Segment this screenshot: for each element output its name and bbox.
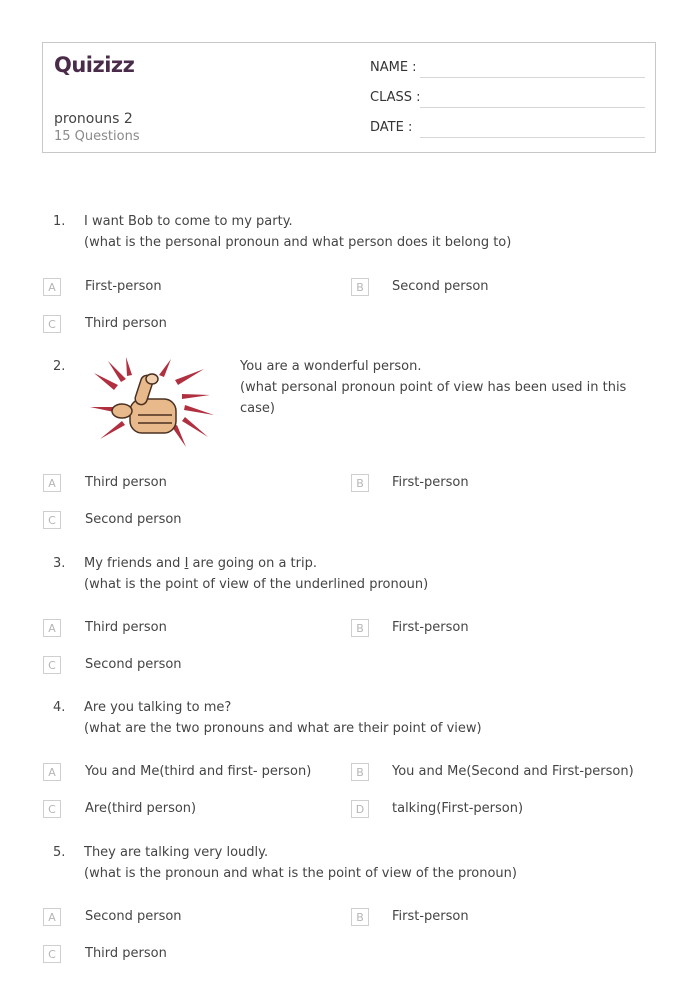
underlined-pronoun: I (184, 556, 189, 571)
option-letter-box[interactable]: A (43, 278, 61, 296)
option-text[interactable]: Second person (85, 657, 182, 672)
option-text[interactable]: talking(First-person) (392, 801, 524, 816)
question-line: I want Bob to come to my party. (84, 214, 293, 229)
option-text[interactable]: You and Me(third and first- person) (85, 764, 312, 779)
option-text[interactable]: Second person (392, 279, 489, 294)
option-text[interactable]: First-person (392, 909, 469, 924)
option-letter-box[interactable]: C (43, 800, 61, 818)
question-line-part: are going on a trip. (188, 556, 317, 571)
question-line: (what is the pronoun and what is the point of view of the pronoun) (84, 866, 517, 881)
worksheet-title: pronouns 2 (54, 111, 133, 127)
option-letter-box[interactable]: B (351, 474, 369, 492)
date-label: DATE : (370, 120, 413, 135)
question-line: They are talking very loudly. (84, 845, 269, 860)
question-line: (what are the two pronouns and what are their point of view) (84, 721, 482, 736)
question-number: 4. (53, 700, 66, 715)
question-text (84, 697, 482, 739)
question-line: (what is the personal pronoun and what person does it belong to) (84, 235, 512, 250)
name-line (420, 77, 645, 78)
option-letter-box[interactable]: A (43, 619, 61, 637)
worksheet-header (42, 42, 656, 153)
quizizz-logo: Quizizz (54, 53, 135, 77)
option-text[interactable]: First-person (392, 475, 469, 490)
question-line: (what is the point of view of the underlined pronoun) (84, 577, 429, 592)
question-line (84, 553, 428, 574)
option-text[interactable]: Second person (85, 909, 182, 924)
question-line: case) (240, 401, 275, 416)
class-label: CLASS : (370, 90, 421, 105)
option-text[interactable]: First-person (85, 279, 162, 294)
option-letter-box[interactable]: C (43, 945, 61, 963)
option-letter-box[interactable]: C (43, 315, 61, 333)
option-text[interactable]: You and Me(Second and First-person) (392, 764, 634, 779)
option-text[interactable]: Second person (85, 512, 182, 527)
option-letter-box[interactable]: C (43, 656, 61, 674)
option-letter-box[interactable]: D (351, 800, 369, 818)
question-count: 15 Questions (54, 129, 140, 144)
class-line (420, 107, 645, 108)
question-text (84, 211, 511, 253)
date-field (370, 120, 412, 135)
question-text (240, 356, 626, 419)
date-line (420, 137, 645, 138)
question-number: 3. (53, 556, 66, 571)
question-number: 2. (53, 359, 66, 374)
option-letter-box[interactable]: A (43, 763, 61, 781)
option-text[interactable]: Third person (85, 316, 167, 331)
option-letter-box[interactable]: B (351, 763, 369, 781)
name-label: NAME : (370, 60, 417, 75)
option-text[interactable]: Third person (85, 620, 167, 635)
name-field (370, 60, 417, 75)
pointing-finger-illustration (86, 355, 218, 450)
question-line-part: My friends and (84, 556, 185, 571)
option-letter-box[interactable]: B (351, 278, 369, 296)
option-text[interactable]: First-person (392, 620, 469, 635)
question-line: Are you talking to me? (84, 700, 232, 715)
question-line: (what personal pronoun point of view has been used in this (240, 380, 627, 395)
question-number: 1. (53, 214, 66, 229)
question-line: You are a wonderful person. (240, 359, 422, 374)
option-text[interactable]: Are(third person) (85, 801, 197, 816)
option-letter-box[interactable]: C (43, 511, 61, 529)
option-text[interactable]: Third person (85, 475, 167, 490)
class-field (370, 90, 421, 105)
option-text[interactable]: Third person (85, 946, 167, 961)
question-number: 5. (53, 845, 66, 860)
option-letter-box[interactable]: B (351, 619, 369, 637)
question-text (84, 842, 517, 884)
option-letter-box[interactable]: B (351, 908, 369, 926)
option-letter-box[interactable]: A (43, 474, 61, 492)
option-letter-box[interactable]: A (43, 908, 61, 926)
question-text (84, 553, 428, 595)
